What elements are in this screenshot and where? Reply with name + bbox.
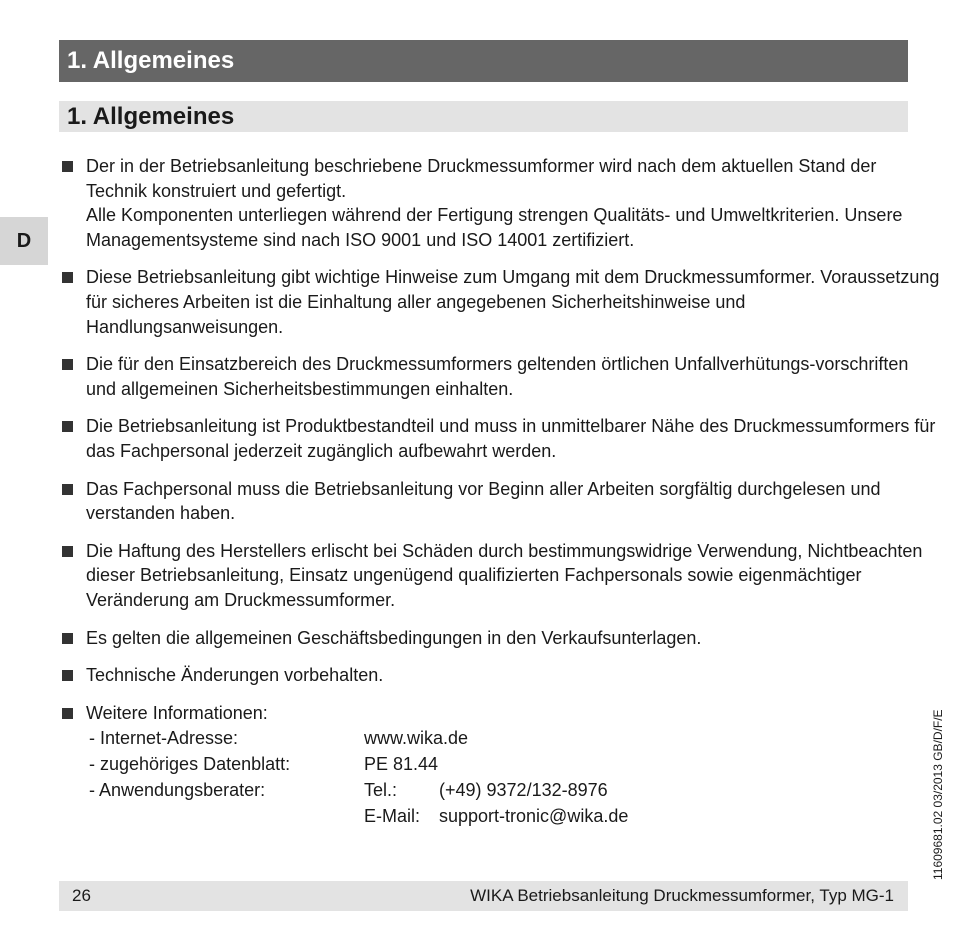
tel-label: Tel.: — [364, 780, 398, 801]
list-item — [61, 352, 941, 401]
item-paragraph: Technische Änderungen vorbehalten. — [86, 665, 384, 686]
advisor-label: - Anwendungsberater: — [89, 780, 266, 801]
bullet-icon — [62, 421, 73, 432]
language-tab: D — [0, 217, 48, 265]
document-code: 11609681.02 03/2013 GB/D/F/E — [931, 709, 945, 880]
chapter-header — [59, 40, 908, 82]
datasheet-value: PE 81.44 — [364, 754, 439, 775]
item-paragraph: Der in der Betriebsanleitung beschriebene Druckmessumformer wird nach dem aktuellen Stand der Technik konstruiert und gefertigt. — [86, 156, 877, 201]
info-heading: Weitere Informationen: — [86, 702, 268, 723]
content-body — [61, 154, 941, 842]
list-item — [61, 477, 941, 526]
bullet-icon — [62, 670, 73, 681]
bullet-icon — [62, 546, 73, 557]
info-list-item — [61, 701, 941, 830]
list-item — [61, 663, 941, 688]
list-item — [61, 539, 941, 613]
chapter-title: 1. Allgemeines — [67, 47, 235, 74]
info-row-internet — [86, 725, 941, 751]
item-paragraph: Die Betriebsanleitung ist Produktbestandteil und muss in unmittelbarer Nähe des Druckmessumformers für das Fachpersonal jederzeit zugänglich aufbewahrt werden. — [86, 416, 936, 461]
bullet-icon — [62, 359, 73, 370]
info-row-email — [86, 803, 941, 829]
list-item — [61, 414, 941, 463]
list-item — [61, 265, 941, 339]
email-link[interactable]: support-tronic@wika.de — [439, 806, 629, 827]
section-header — [59, 101, 908, 132]
page-footer — [59, 881, 908, 911]
info-row-advisor — [86, 777, 941, 803]
bullet-icon — [62, 272, 73, 283]
internet-link[interactable]: www.wika.de — [364, 728, 469, 749]
bullet-icon — [62, 484, 73, 495]
bullet-icon — [62, 633, 73, 644]
info-row-datasheet — [86, 751, 941, 777]
item-paragraph: Diese Betriebsanleitung gibt wichtige Hinweise zum Umgang mit dem Druckmessumformer. Voraussetzung für sicheres Arbeiten ist die Einhaltung aller angegebenen Sicherheitshinweise und Handlungsanweisungen. — [86, 267, 940, 337]
item-paragraph: Alle Komponenten unterliegen während der Fertigung strengen Qualitäts- und Umweltkriterien. Unsere Managementsysteme sind nach ISO 9001 und ISO 14001 zertifiziert. — [86, 205, 903, 250]
email-label: E-Mail: — [364, 806, 421, 827]
section-title: 1. Allgemeines — [67, 103, 235, 130]
item-paragraph: Es gelten die allgemeinen Geschäftsbedingungen in den Verkaufsunterlagen. — [86, 627, 702, 648]
internet-label: - Internet-Adresse: — [89, 728, 239, 749]
bullet-icon — [62, 161, 73, 172]
tel-value: (+49) 9372/132-8976 — [439, 780, 608, 801]
list-item — [61, 626, 941, 651]
datasheet-label: - zugehöriges Datenblatt: — [89, 754, 291, 775]
list-item — [61, 154, 941, 252]
bullet-icon — [62, 708, 73, 719]
item-paragraph: Die Haftung des Herstellers erlischt bei Schäden durch bestimmungswidrige Verwendung, Nichtbeachten dieser Betriebsanleitung, Einsatz ungenügend qualifizierten Fachpersonals sowie eigenmächtiger Veränderung am Druckmessumformer. — [86, 540, 923, 610]
footer-doc-title: WIKA Betriebsanleitung Druckmessumformer, Typ MG-1 — [470, 886, 894, 905]
item-paragraph: Die für den Einsatzbereich des Druckmessumformers geltenden örtlichen Unfallverhütungs-vorschriften und allgemeinen Sicherheitsbestimmungen einhalten. — [86, 354, 909, 399]
item-paragraph: Das Fachpersonal muss die Betriebsanleitung vor Beginn aller Arbeiten sorgfältig durchgelesen und verstanden haben. — [86, 478, 881, 524]
page-number: 26 — [72, 886, 91, 905]
